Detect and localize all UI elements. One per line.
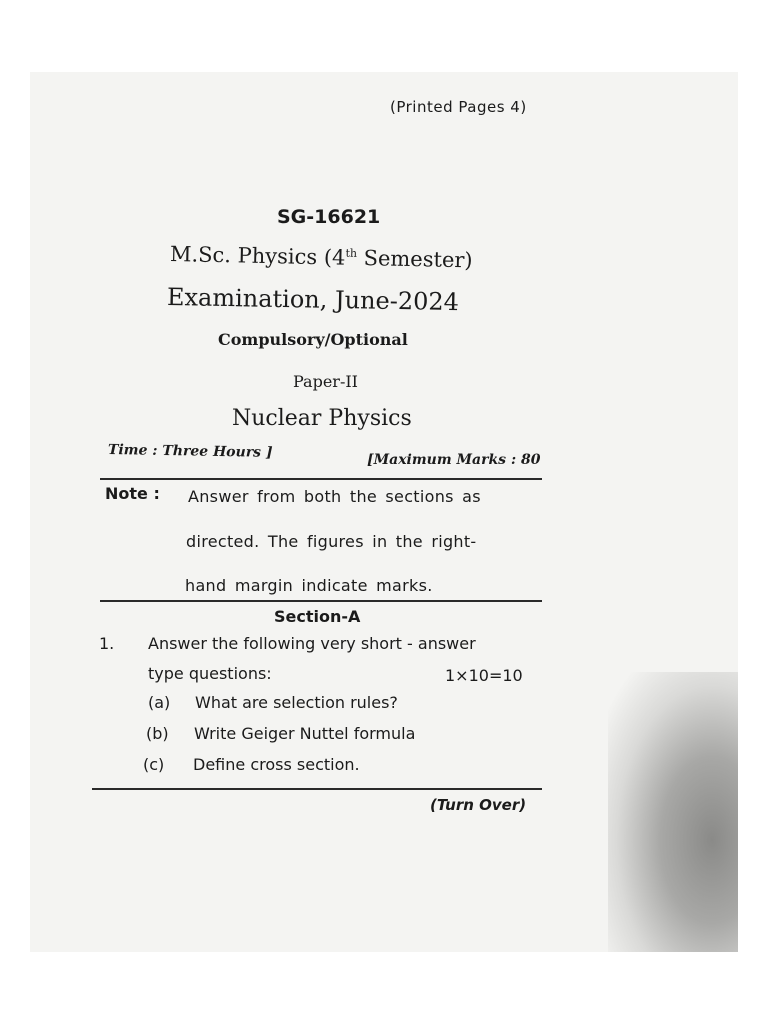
note-line: hand margin indicate marks. xyxy=(185,576,433,595)
question-number: 1. xyxy=(99,634,115,653)
subquestion-label: (c) xyxy=(143,755,165,774)
subquestion-label: (b) xyxy=(146,724,169,743)
paper-code: SG-16621 xyxy=(277,206,381,228)
maximum-marks: [Maximum Marks : 80 xyxy=(367,452,541,468)
note-line: Answer from both the sections as xyxy=(188,487,481,506)
question-marks: 1×10=10 xyxy=(445,666,523,685)
section-title: Section-A xyxy=(274,607,361,626)
divider-top xyxy=(100,478,542,480)
paper-number: Paper-II xyxy=(293,372,358,391)
subject-title: Nuclear Physics xyxy=(232,406,412,431)
subquestion-text: What are selection rules? xyxy=(195,693,398,712)
examination-title: Examination, June-2024 xyxy=(166,283,460,317)
time-allowed: Time : Three Hours ] xyxy=(107,442,273,461)
note-label: Note : xyxy=(105,484,160,503)
note-line: directed. The figures in the right- xyxy=(186,532,477,551)
question-text: Answer the following very short - answer xyxy=(148,634,476,653)
subquestion-text: Write Geiger Nuttel formula xyxy=(194,724,416,743)
course-main: M.Sc. Physics (4 xyxy=(169,242,346,270)
course-end: Semester) xyxy=(356,245,473,273)
printed-pages: (Printed Pages 4) xyxy=(390,98,527,116)
scan-shadow xyxy=(608,672,738,952)
question-text: type questions: xyxy=(148,664,272,683)
category-label: Compulsory/Optional xyxy=(218,330,408,349)
subquestion-text: Define cross section. xyxy=(193,755,360,774)
divider-bottom xyxy=(92,788,542,790)
exam-paper-sheet xyxy=(30,72,738,952)
turn-over-label: (Turn Over) xyxy=(430,796,527,814)
course-superscript: th xyxy=(345,246,358,260)
divider-middle xyxy=(100,600,542,602)
subquestion-label: (a) xyxy=(148,693,171,712)
